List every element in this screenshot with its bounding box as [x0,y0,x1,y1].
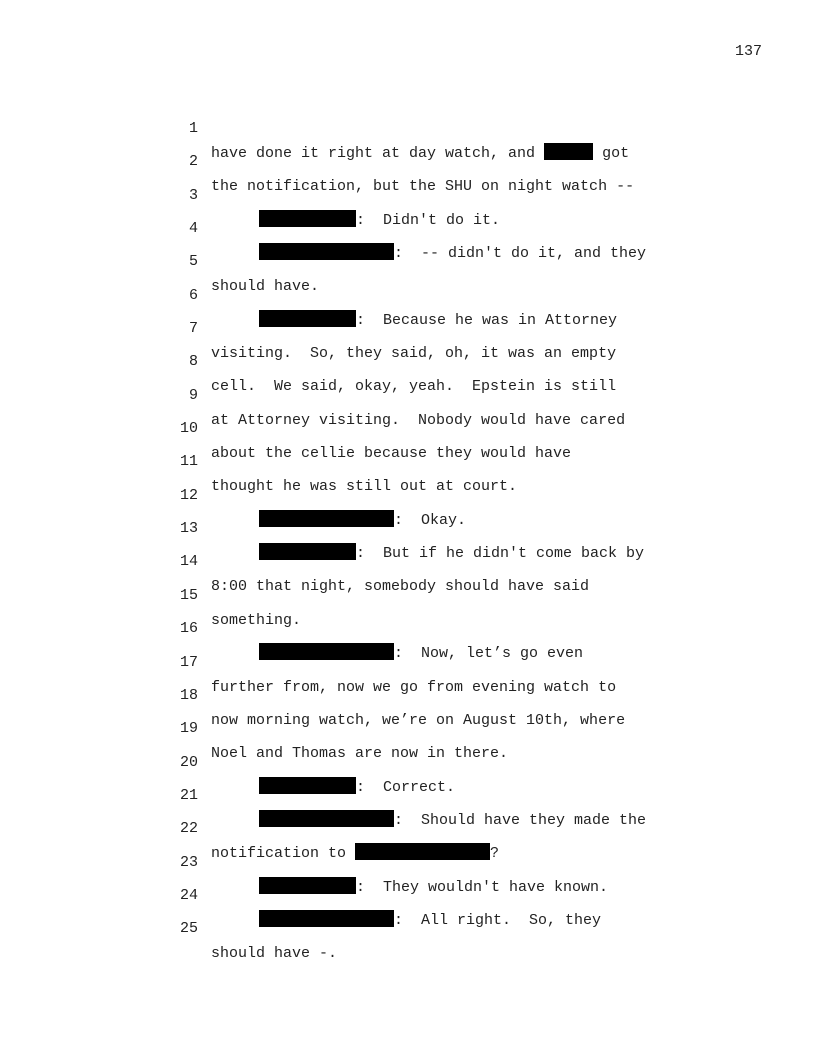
line-text-part: : Should have they made the [394,811,647,829]
line-text-part: : But if he didn't come back by [356,545,645,563]
line-number: 11 [179,453,198,471]
transcript-line [160,324,680,396]
line-number: 9 [188,386,198,404]
transcript-line [160,291,680,363]
line-text: Noel and Thomas are now in there. [211,745,509,763]
line-number: 3 [188,186,198,204]
transcript-line [160,158,680,229]
line-text-part: got [593,145,630,162]
line-text-part: : Because he was in Attorney [356,311,618,329]
line-number: 25 [179,920,198,938]
transcript-line [160,124,680,196]
line-text: at Attorney visiting. Nobody would have cared [211,411,626,429]
transcript-line [160,191,680,263]
line-number: 17 [179,653,198,671]
line-text-part: notification to [211,845,356,863]
line-number: 16 [179,620,198,638]
line-number: 15 [179,586,198,604]
line-text: now morning watch, we’re on August 10th, where [211,711,626,729]
line-text: cell. We said, okay, yeah. Epstein is still [211,378,617,396]
line-number: 19 [179,720,198,738]
line-text-part: : Now, let’s go even [394,645,584,663]
line-number: 8 [188,353,198,371]
page-number: 137 [734,43,762,60]
line-text: further from, now we go from evening watch to [211,678,617,696]
line-number: 2 [188,153,198,171]
line-text: visiting. So, they said, oh, it was an empty [211,345,617,363]
line-text: 8:00 that night, somebody should have said [211,578,590,596]
line-number: 5 [188,253,198,271]
line-number: 20 [179,753,198,771]
line-number: 18 [179,686,198,704]
line-text-part: : They wouldn't have known. [356,878,609,896]
transcript-body [160,91,680,963]
line-number: 14 [179,553,198,571]
line-text-part: : All right. So, they [394,911,602,929]
line-number: 4 [188,220,198,238]
line-text: should have. [211,278,320,296]
line-text: should have -. [211,945,338,963]
line-text: something. [211,611,302,629]
line-text-part: : Correct. [356,778,456,796]
line-text: about the cellie because they would have [211,445,572,463]
line-number: 6 [188,286,198,304]
line-text: thought he was still out at court. [211,478,518,496]
transcript-line [160,258,680,329]
line-number: 22 [179,820,198,838]
line-text-part: ? [490,845,500,863]
transcript-line [160,891,680,963]
line-text-part: : Didn't do it. [356,211,501,229]
line-number: 7 [188,320,198,338]
transcript-line [160,91,680,162]
line-number: 23 [179,853,198,871]
line-text-part: : Okay. [394,511,467,529]
line-text: the notification, but the SHU on night watch -- [211,178,635,196]
transcript-line [160,224,680,296]
line-text-part: have done it right at day watch, and [211,145,545,162]
line-number: 12 [179,486,198,504]
line-number: 21 [179,786,198,804]
line-number: 1 [188,120,198,137]
line-number: 10 [179,420,198,438]
line-number: 24 [179,886,198,904]
line-number: 13 [179,520,198,538]
line-text-part: : -- didn't do it, and they [394,245,647,263]
